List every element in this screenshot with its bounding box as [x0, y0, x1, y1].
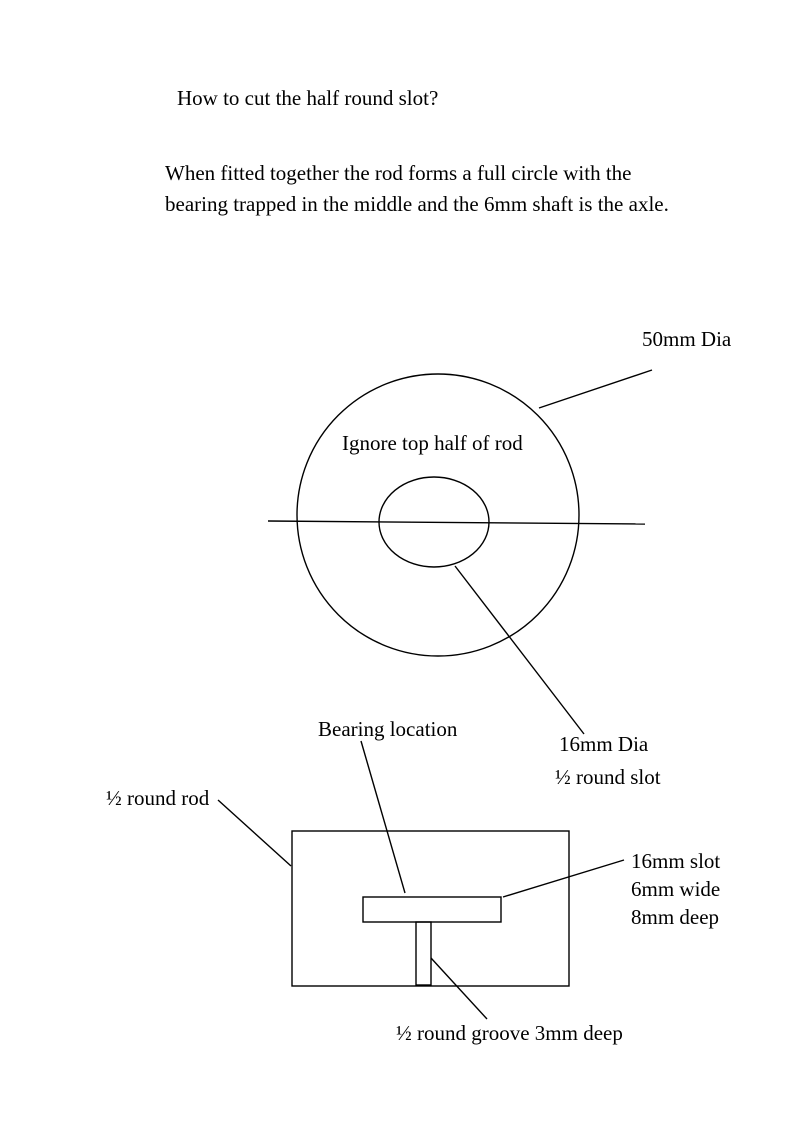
rod-leader [218, 800, 291, 866]
intro-line-2: bearing trapped in the middle and the 6mm shaft is the axle. [165, 192, 669, 216]
half-round-slot-label: ½ round slot [555, 765, 661, 789]
intro-paragraph [165, 158, 669, 220]
slot-label-line-3: 8mm deep [631, 905, 720, 929]
slot-leader [503, 860, 624, 897]
slot-label [631, 847, 720, 931]
bearing-location-leader [361, 741, 405, 893]
intro-line-1: When fitted together the rod forms a full circle with the [165, 161, 632, 185]
groove-rect [416, 922, 431, 985]
half-round-rod-label: ½ round rod [106, 786, 210, 810]
bearing-slot-rect [363, 897, 501, 922]
inner-diameter-leader [455, 566, 584, 734]
slot-label-line-2: 6mm wide [631, 877, 721, 901]
outer-diameter-leader [539, 370, 652, 408]
outer-rod-circle [297, 374, 579, 656]
outer-diameter-label: 50mm Dia [642, 327, 732, 351]
bearing-location-label: Bearing location [318, 717, 458, 741]
groove-leader [431, 958, 487, 1019]
slot-label-line-1: 16mm slot [631, 849, 721, 873]
inner-diameter-label: 16mm Dia [559, 732, 649, 756]
page-heading: How to cut the half round slot? [177, 86, 439, 110]
groove-label: ½ round groove 3mm deep [396, 1021, 623, 1045]
top-half-note: Ignore top half of rod [342, 431, 523, 455]
split-line [268, 521, 645, 524]
